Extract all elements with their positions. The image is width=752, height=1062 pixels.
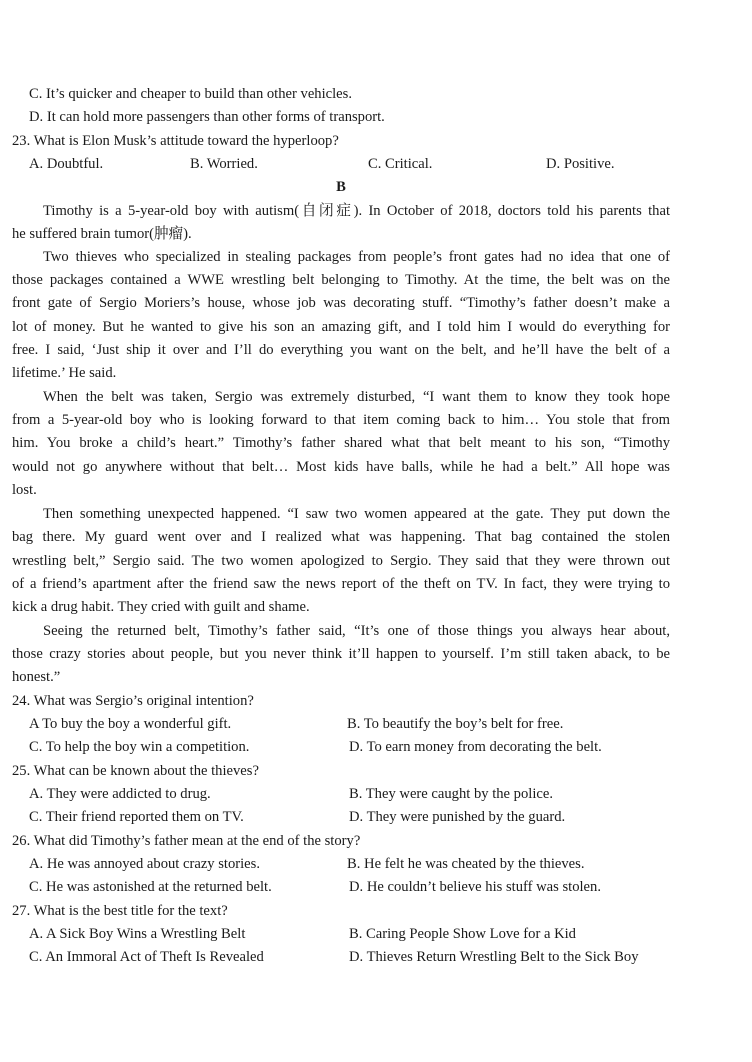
question-option-b: B. To beautify the boy’s belt for free. xyxy=(347,716,564,732)
question-stem: 26. What did Timothy’s father mean at the end of the story? xyxy=(12,833,361,849)
q22-option-c: C. It’s quicker and cheaper to build than other vehicles. xyxy=(29,86,352,102)
question-option-c: C. To help the boy win a competition. xyxy=(29,739,250,755)
section-label: B xyxy=(336,179,346,195)
question-option-a: A To buy the boy a wonderful gift. xyxy=(29,716,232,732)
question-stem: 24. What was Sergio’s original intention? xyxy=(12,693,254,709)
passage-line: lifetime.’ He said. xyxy=(12,365,117,381)
passage-line: Two thieves who specialized in stealing packages from people’s front gates had no idea that one of xyxy=(43,249,670,265)
q23-option-a: A. Doubtful. xyxy=(29,156,104,172)
question-stem: 27. What is the best title for the text? xyxy=(12,903,228,919)
passage-line: lot of money. But he wanted to give his son an amazing gift, and I told him I would do everything for xyxy=(12,319,670,335)
passage-line: wrestling belt,” Sergio said. The two women apologized to Sergio. They said that they were thrown out xyxy=(12,553,670,569)
passage-line: kick a drug habit. They cried with guilt and shame. xyxy=(12,599,310,615)
question-option-b: B. They were caught by the police. xyxy=(349,786,553,802)
question-option-d: D. He couldn’t believe his stuff was stolen. xyxy=(349,879,601,895)
passage-line: lost. xyxy=(12,482,37,498)
question-option-d: D. Thieves Return Wrestling Belt to the Sick Boy xyxy=(349,949,639,965)
q23-option-b: B. Worried. xyxy=(190,156,258,172)
q23-stem: 23. What is Elon Musk’s attitude toward the hyperloop? xyxy=(12,133,339,149)
question-option-b: B. He felt he was cheated by the thieves. xyxy=(347,856,585,872)
passage-line: front gate of Sergio Moriers’s house, whose job was decorating stuff. “Timothy’s father doesn’t make a xyxy=(12,295,670,311)
question-option-c: C. An Immoral Act of Theft Is Revealed xyxy=(29,949,264,965)
question-option-c: C. Their friend reported them on TV. xyxy=(29,809,244,825)
question-option-b: B. Caring People Show Love for a Kid xyxy=(349,926,576,942)
question-option-a: A. They were addicted to drug. xyxy=(29,786,211,802)
passage-line: he suffered brain tumor(肿瘤). xyxy=(12,226,192,242)
passage-line: would not go anywhere without that belt… Most kids have balls, while he had a belt.” All hope was xyxy=(12,459,670,475)
q23-option-c: C. Critical. xyxy=(368,156,433,172)
passage-line: When the belt was taken, Sergio was extremely disturbed, “I want them to know they took hope xyxy=(43,389,670,405)
q23-option-d: D. Positive. xyxy=(546,156,615,172)
question-option-a: A. He was annoyed about crazy stories. xyxy=(29,856,260,872)
question-option-d: D. They were punished by the guard. xyxy=(349,809,566,825)
passage-line: bag there. My guard went over and I realized what was happening. That bag contained the stolen xyxy=(12,529,670,545)
passage-line: from a 5-year-old boy who is looking forward to that item coming back to him… You stole that from xyxy=(12,412,670,428)
question-option-d: D. To earn money from decorating the belt. xyxy=(349,739,602,755)
q22-option-d: D. It can hold more passengers than other forms of transport. xyxy=(29,109,385,125)
question-stem: 25. What can be known about the thieves? xyxy=(12,763,259,779)
passage-line: those packages contained a WWE wrestling belt belonging to Timothy. At the time, the belt was on the xyxy=(12,272,670,288)
passage-line: Then something unexpected happened. “I saw two women appeared at the gate. They put down the xyxy=(43,506,670,522)
passage-line: Seeing the returned belt, Timothy’s father said, “It’s one of those things you always hear about, xyxy=(43,623,670,639)
passage-line: those crazy stories about people, but you never think it’ll happen to yourself. I’m still taken aback, to be xyxy=(12,646,670,662)
passage-line: him. You broke a child’s heart.” Timothy’s father shared what that belt meant to his son, “Timothy xyxy=(12,435,670,451)
question-option-c: C. He was astonished at the returned belt. xyxy=(29,879,272,895)
passage-line: honest.” xyxy=(12,669,61,685)
passage-line: free. I said, ‘Just ship it over and I’ll do everything you want on the belt, and he’ll have the belt of a xyxy=(12,342,670,358)
passage-line: Timothy is a 5-year-old boy with autism(自闭症). In October of 2018, doctors told his parents that xyxy=(43,203,670,219)
question-option-a: A. A Sick Boy Wins a Wrestling Belt xyxy=(29,926,246,942)
passage-line: of a friend’s apartment after the friend saw the news report of the theft on TV. In fact, they were trying to xyxy=(12,576,670,592)
